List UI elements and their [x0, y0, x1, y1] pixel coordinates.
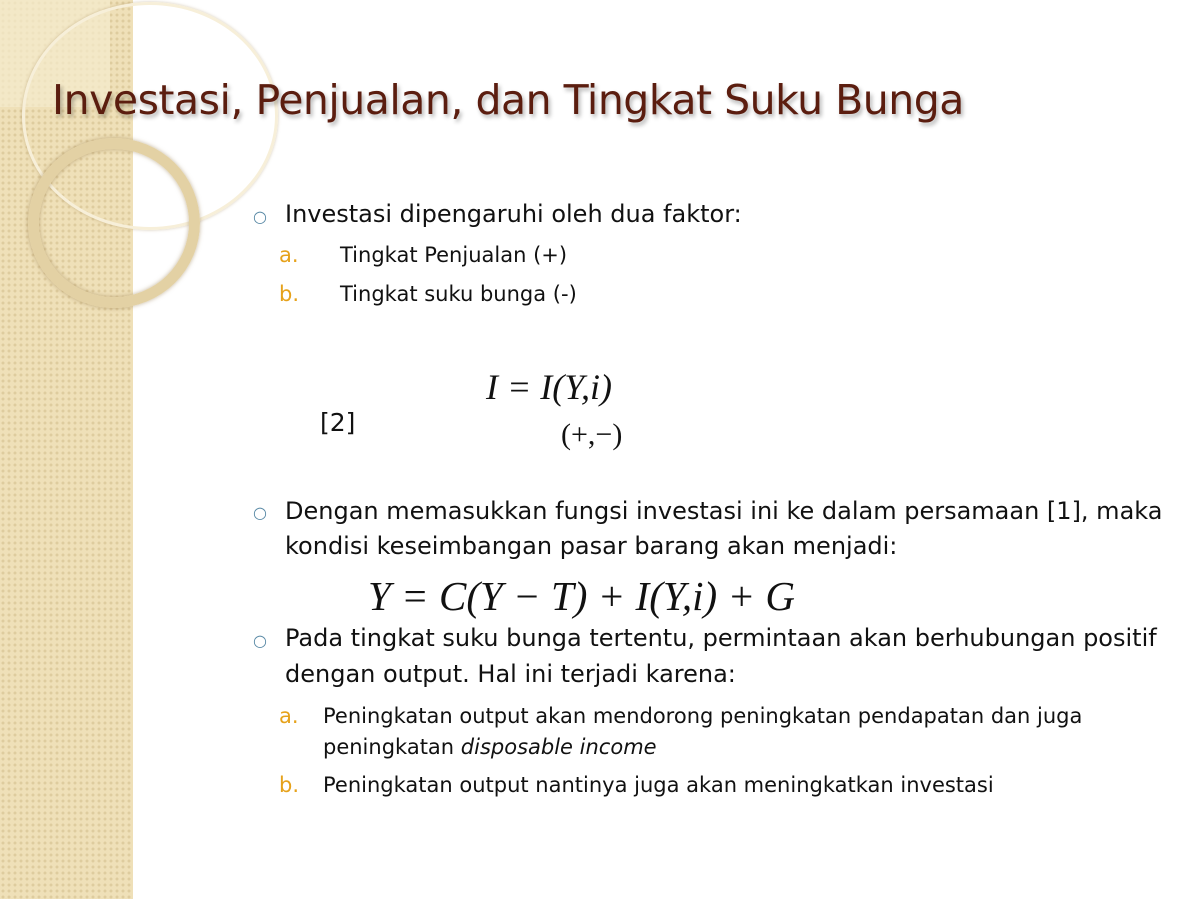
sub-text-prefix: peningkatan [323, 735, 461, 759]
decorative-ring [28, 138, 200, 308]
bullet-icon: ○ [253, 631, 267, 650]
slide-body [133, 0, 1200, 899]
equation-tag: [2] [320, 408, 356, 437]
equation-equilibrium: Y = C(Y − T) + I(Y,i) + G [368, 573, 795, 619]
sub-text: Tingkat suku bunga (-) [340, 282, 577, 306]
slide-title: Investasi, Penjualan, dan Tingkat Suku Bunga [52, 76, 964, 124]
bullet-icon: ○ [253, 503, 267, 522]
bullet-text: Investasi dipengaruhi oleh dua faktor: [285, 200, 742, 228]
bullet-text-line: Pada tingkat suku bunga tertentu, permintaan akan berhubungan positif [285, 624, 1157, 652]
bullet-text-line: Dengan memasukkan fungsi investasi ini ke dalam persamaan [1], maka [285, 497, 1163, 525]
bullet-text-line: kondisi keseimbangan pasar barang akan menjadi: [285, 532, 898, 560]
sub-text-italic: disposable income [460, 735, 657, 759]
sub-text: Tingkat Penjualan (+) [340, 243, 568, 267]
sub-label: b. [279, 773, 300, 797]
equation-investment: I = I(Y,i) [486, 367, 612, 407]
sub-label: a. [279, 704, 299, 728]
bullet-icon: ○ [253, 207, 267, 226]
bullet-text-line: dengan output. Hal ini terjadi karena: [285, 660, 736, 688]
sub-text-line: Peningkatan output akan mendorong peningkatan pendapatan dan juga [323, 704, 1083, 728]
sub-text: Peningkatan output nantinya juga akan meningkatkan investasi [323, 773, 994, 797]
equation-signs: (+,−) [561, 418, 623, 451]
sub-label: b. [279, 282, 300, 306]
sub-text-line [323, 732, 657, 763]
sub-label: a. [279, 243, 299, 267]
